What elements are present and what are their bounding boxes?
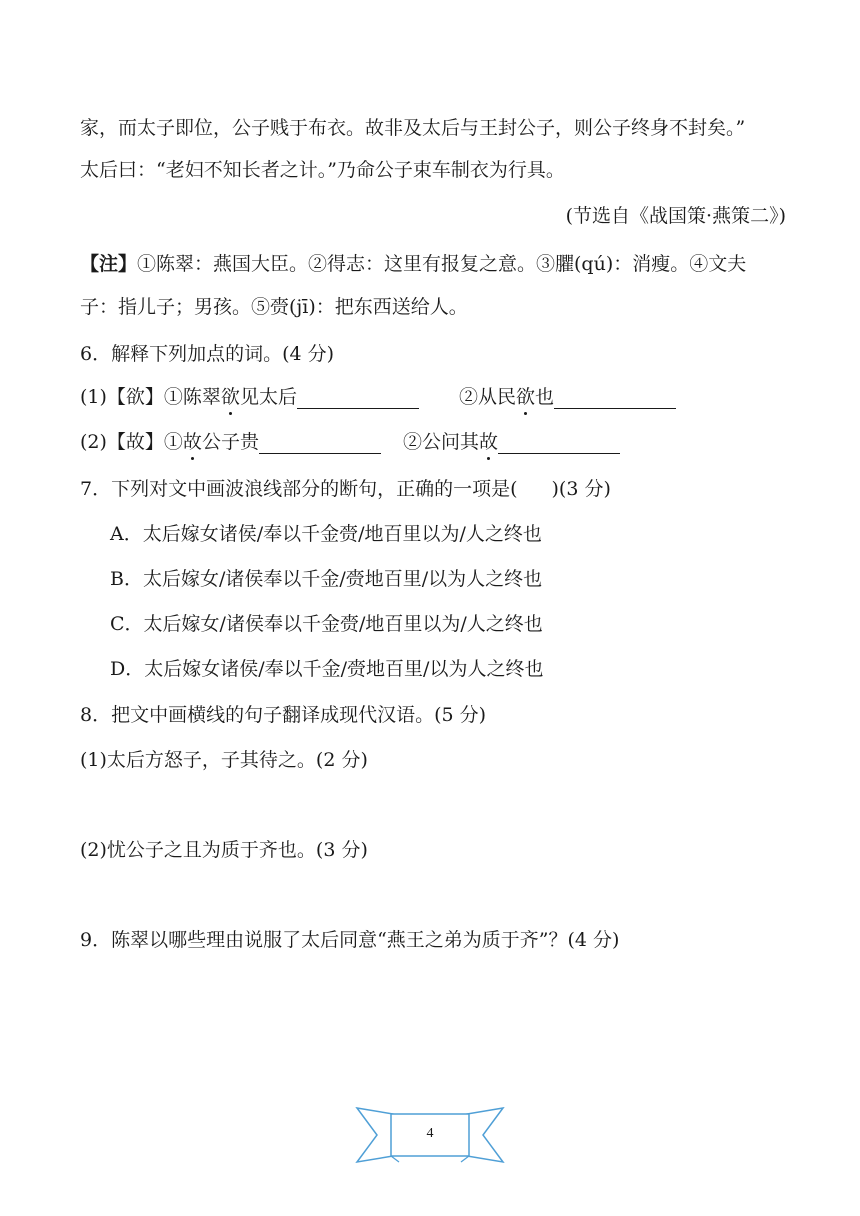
answer-blank[interactable]	[554, 390, 676, 409]
answer-blank[interactable]	[297, 390, 419, 409]
q8-sentence-2: (2)忧公子之且为质于齐也。(3 分)	[80, 839, 368, 861]
note-line-1	[80, 252, 746, 276]
q7-option-c[interactable]: C．太后嫁女/诸侯奉以千金赍/地百里以为/人之终也	[110, 613, 543, 635]
note-label: 【注】	[80, 253, 138, 275]
passage-line-2: 太后曰：“老妇不知长者之计。”乃命公子束车制衣为行具。	[80, 159, 565, 181]
passage-source: (节选自《战国策·燕策二》)	[565, 205, 786, 227]
q7-title	[80, 477, 611, 501]
emphasis-dot-char: 故	[478, 431, 498, 453]
answer-blank[interactable]	[498, 435, 620, 454]
note-text-1: ①陈翠：燕国大臣。②得志：这里有报复之意。③臞(qú)：消瘦。④文夫	[137, 253, 747, 275]
q6-item-1	[80, 385, 676, 409]
q6-item-2-text-mid: 公子贵	[201, 431, 259, 453]
page-number: 4	[426, 1126, 434, 1141]
q6-title: 6．解释下列加点的词。(4 分)	[80, 343, 335, 365]
q8-title: 8．把文中画横线的句子翻译成现代汉语。(5 分)	[80, 704, 487, 726]
passage-line-1: 家，而太子即位，公子贱于布衣。故非及太后与王封公子，则公子终身不封矣。”	[80, 117, 746, 139]
q6-item-2-text: (2)【故】①	[80, 431, 183, 453]
page-number-banner	[355, 1104, 505, 1166]
q6-item-1-b-text: ②从民	[458, 386, 516, 408]
emphasis-dot-char: 欲	[515, 386, 535, 408]
q7-option-d[interactable]: D．太后嫁女诸侯/奉以千金/赍地百里/以为人之终也	[110, 658, 544, 680]
emphasis-dot-char: 故	[182, 431, 202, 453]
q6-item-1-text-mid: 见太后	[239, 386, 297, 408]
q6-item-2	[80, 430, 620, 454]
answer-blank[interactable]	[259, 435, 381, 454]
q7-option-a[interactable]: A．太后嫁女诸侯/奉以千金赍/地百里以为/人之终也	[110, 523, 542, 545]
note-line-2: 子：指儿子；男孩。⑤赍(jī)：把东西送给人。	[80, 296, 468, 318]
q7-option-b[interactable]: B．太后嫁女/诸侯奉以千金/赍地百里/以为人之终也	[110, 568, 543, 590]
q7-title-text: 7．下列对文中画波浪线部分的断句，正确的一项是(	[80, 478, 518, 500]
q6-item-2-b-text: ②公问其	[402, 431, 479, 453]
q6-item-1-b-end: 也	[534, 386, 554, 408]
q6-item-1-text: (1)【欲】①陈翠	[80, 386, 221, 408]
emphasis-dot-char: 欲	[220, 386, 240, 408]
q8-sentence-1: (1)太后方怒子，子其待之。(2 分)	[80, 749, 368, 771]
q7-title-score: )(3 分)	[551, 478, 611, 500]
q9-title: 9．陈翠以哪些理由说服了太后同意“燕王之弟为质于齐”？(4 分)	[80, 929, 620, 951]
